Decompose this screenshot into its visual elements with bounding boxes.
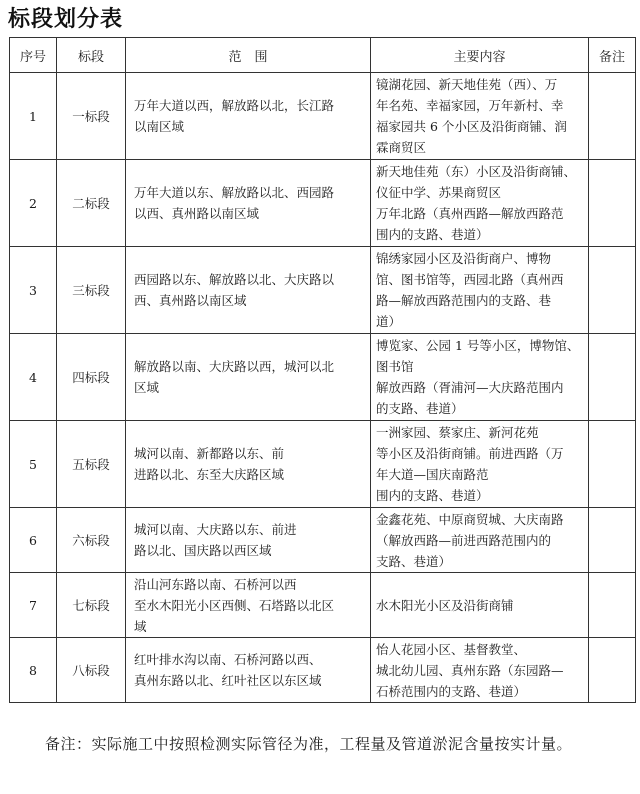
range-cell xyxy=(126,573,371,638)
content-line: 支路、巷道） xyxy=(376,553,452,569)
seq-cell: 6 xyxy=(10,508,57,573)
content-line: 的支路、巷道） xyxy=(376,401,464,416)
section-cell: 一标段 xyxy=(57,73,126,160)
seq-cell: 4 xyxy=(10,334,57,421)
content-cell xyxy=(371,508,589,573)
content-line: 馆、图书馆等，西园北路（真州西 xyxy=(376,272,564,287)
section-cell: 三标段 xyxy=(57,247,126,334)
section-cell: 八标段 xyxy=(57,638,126,703)
content-line: 霖商贸区 xyxy=(376,140,427,155)
table-row xyxy=(10,73,636,160)
range-cell xyxy=(126,638,371,703)
content-line: 等小区及沿街商铺。前进西路（万 xyxy=(376,446,564,461)
remark-cell xyxy=(589,334,636,421)
content-line: 新天地佳苑（东）小区及沿街商铺、 xyxy=(376,164,577,179)
seq-cell: 8 xyxy=(10,638,57,703)
content-cell xyxy=(371,421,589,508)
content-cell xyxy=(371,160,589,247)
table-row xyxy=(10,421,636,508)
content-line: 路—解放西路范围内的支路、巷 xyxy=(376,293,552,308)
table-row xyxy=(10,508,636,573)
seq-cell: 1 xyxy=(10,73,57,160)
content-line: 年大道—国庆南路范 xyxy=(376,467,489,482)
range-line: 西、真州路以南区域 xyxy=(134,293,247,308)
content-line: 城北幼儿园、真州东路（东园路— xyxy=(376,662,564,678)
remark-cell xyxy=(589,73,636,160)
content-line: 解放西路（胥浦河—大庆路范围内 xyxy=(376,380,564,395)
remark-cell xyxy=(589,160,636,247)
content-line: 镜湖花园、新天地佳苑（西）、万 xyxy=(376,77,558,92)
range-line: 沿山河东路以南、石桥河以西 xyxy=(134,576,297,592)
remark-cell xyxy=(589,573,636,638)
table-row xyxy=(10,573,636,638)
range-cell xyxy=(126,421,371,508)
range-line: 路以北、国庆路以西区域 xyxy=(134,543,272,558)
content-line: 博览家、公园 1 号等小区，博物馆、 xyxy=(376,338,580,353)
section-cell: 七标段 xyxy=(57,573,126,638)
content-line: 围内的支路、巷道） xyxy=(376,488,489,503)
range-cell xyxy=(126,247,371,334)
seq-cell: 3 xyxy=(10,247,57,334)
section-cell: 四标段 xyxy=(57,334,126,421)
range-cell xyxy=(126,508,371,573)
table-header-row xyxy=(10,38,636,73)
content-line: 仪征中学、苏果商贸区 xyxy=(376,185,502,200)
range-line: 解放路以南、大庆路以西，城河以北 xyxy=(134,359,335,374)
range-line: 西园路以东、解放路以北、大庆路以 xyxy=(134,272,335,287)
range-line: 域 xyxy=(134,618,147,634)
header-range: 范 围 xyxy=(126,38,371,73)
seq-cell: 5 xyxy=(10,421,57,508)
content-cell xyxy=(371,247,589,334)
content-line: 万年北路（真州西路—解放西路范 xyxy=(376,206,564,221)
header-section: 标段 xyxy=(57,38,126,73)
section-cell: 五标段 xyxy=(57,421,126,508)
content-line: 图书馆 xyxy=(376,359,414,374)
range-cell xyxy=(126,73,371,160)
content-line: 一洲家园、蔡家庄、新河花苑 xyxy=(376,425,539,440)
range-line: 红叶排水沟以南、石桥河路以西、 xyxy=(134,652,322,667)
content-line: 金鑫花苑、中原商贸城、大庆南路 xyxy=(376,511,564,527)
header-remark: 备注 xyxy=(589,38,636,73)
content-cell xyxy=(371,73,589,160)
content-line: （解放西路—前进西路范围内的 xyxy=(376,532,552,548)
table-body xyxy=(10,73,636,703)
seq-cell: 7 xyxy=(10,573,57,638)
range-line: 城河以南、大庆路以东、前进 xyxy=(134,522,297,537)
range-cell xyxy=(126,160,371,247)
seq-cell: 2 xyxy=(10,160,57,247)
page-title: 标段划分表 xyxy=(8,7,124,32)
range-line: 真州东路以北、红叶社区以东区域 xyxy=(134,673,322,688)
range-line: 进路以北、东至大庆路区域 xyxy=(134,467,285,482)
range-line: 以南区域 xyxy=(134,119,185,134)
content-line: 怡人花园小区、基督教堂、 xyxy=(376,641,527,657)
content-line: 道） xyxy=(376,314,402,329)
section-cell: 二标段 xyxy=(57,160,126,247)
range-line: 至水木阳光小区西侧、石塔路以北区 xyxy=(134,597,335,613)
remark-cell xyxy=(589,421,636,508)
content-line: 锦绣家园小区及沿街商户、博物 xyxy=(376,251,552,266)
range-line: 城河以南、新都路以东、前 xyxy=(134,446,285,461)
content-cell xyxy=(371,334,589,421)
range-line: 万年大道以东、解放路以北、西园路 xyxy=(134,185,335,200)
content-line: 福家园共 6 个小区及沿街商铺、润 xyxy=(376,119,567,134)
table-row xyxy=(10,160,636,247)
remark-cell xyxy=(589,508,636,573)
table-row xyxy=(10,638,636,703)
range-line: 万年大道以西，解放路以北，长江路 xyxy=(134,98,335,113)
content-line: 石桥范围内的支路、巷道） xyxy=(376,683,527,699)
content-cell xyxy=(371,573,589,638)
content-cell xyxy=(371,638,589,703)
content-line: 年名苑、幸福家园，万年新村、幸 xyxy=(376,98,564,113)
table-row xyxy=(10,247,636,334)
range-line: 区域 xyxy=(134,380,160,395)
remark-cell xyxy=(589,247,636,334)
header-seq: 序号 xyxy=(10,38,57,73)
section-cell: 六标段 xyxy=(57,508,126,573)
section-table xyxy=(9,37,636,703)
remark-cell xyxy=(589,638,636,703)
content-line: 围内的支路、巷道） xyxy=(376,227,489,242)
range-line: 以西、真州路以南区域 xyxy=(134,206,260,221)
table-row xyxy=(10,334,636,421)
range-cell xyxy=(126,334,371,421)
header-content: 主要内容 xyxy=(371,38,589,73)
content-line: 水木阳光小区及沿街商铺 xyxy=(376,597,514,613)
footnote: 备注：实际施工中按照检测实际管径为准，工程量及管道淤泥含量按实计量。 xyxy=(45,735,573,753)
